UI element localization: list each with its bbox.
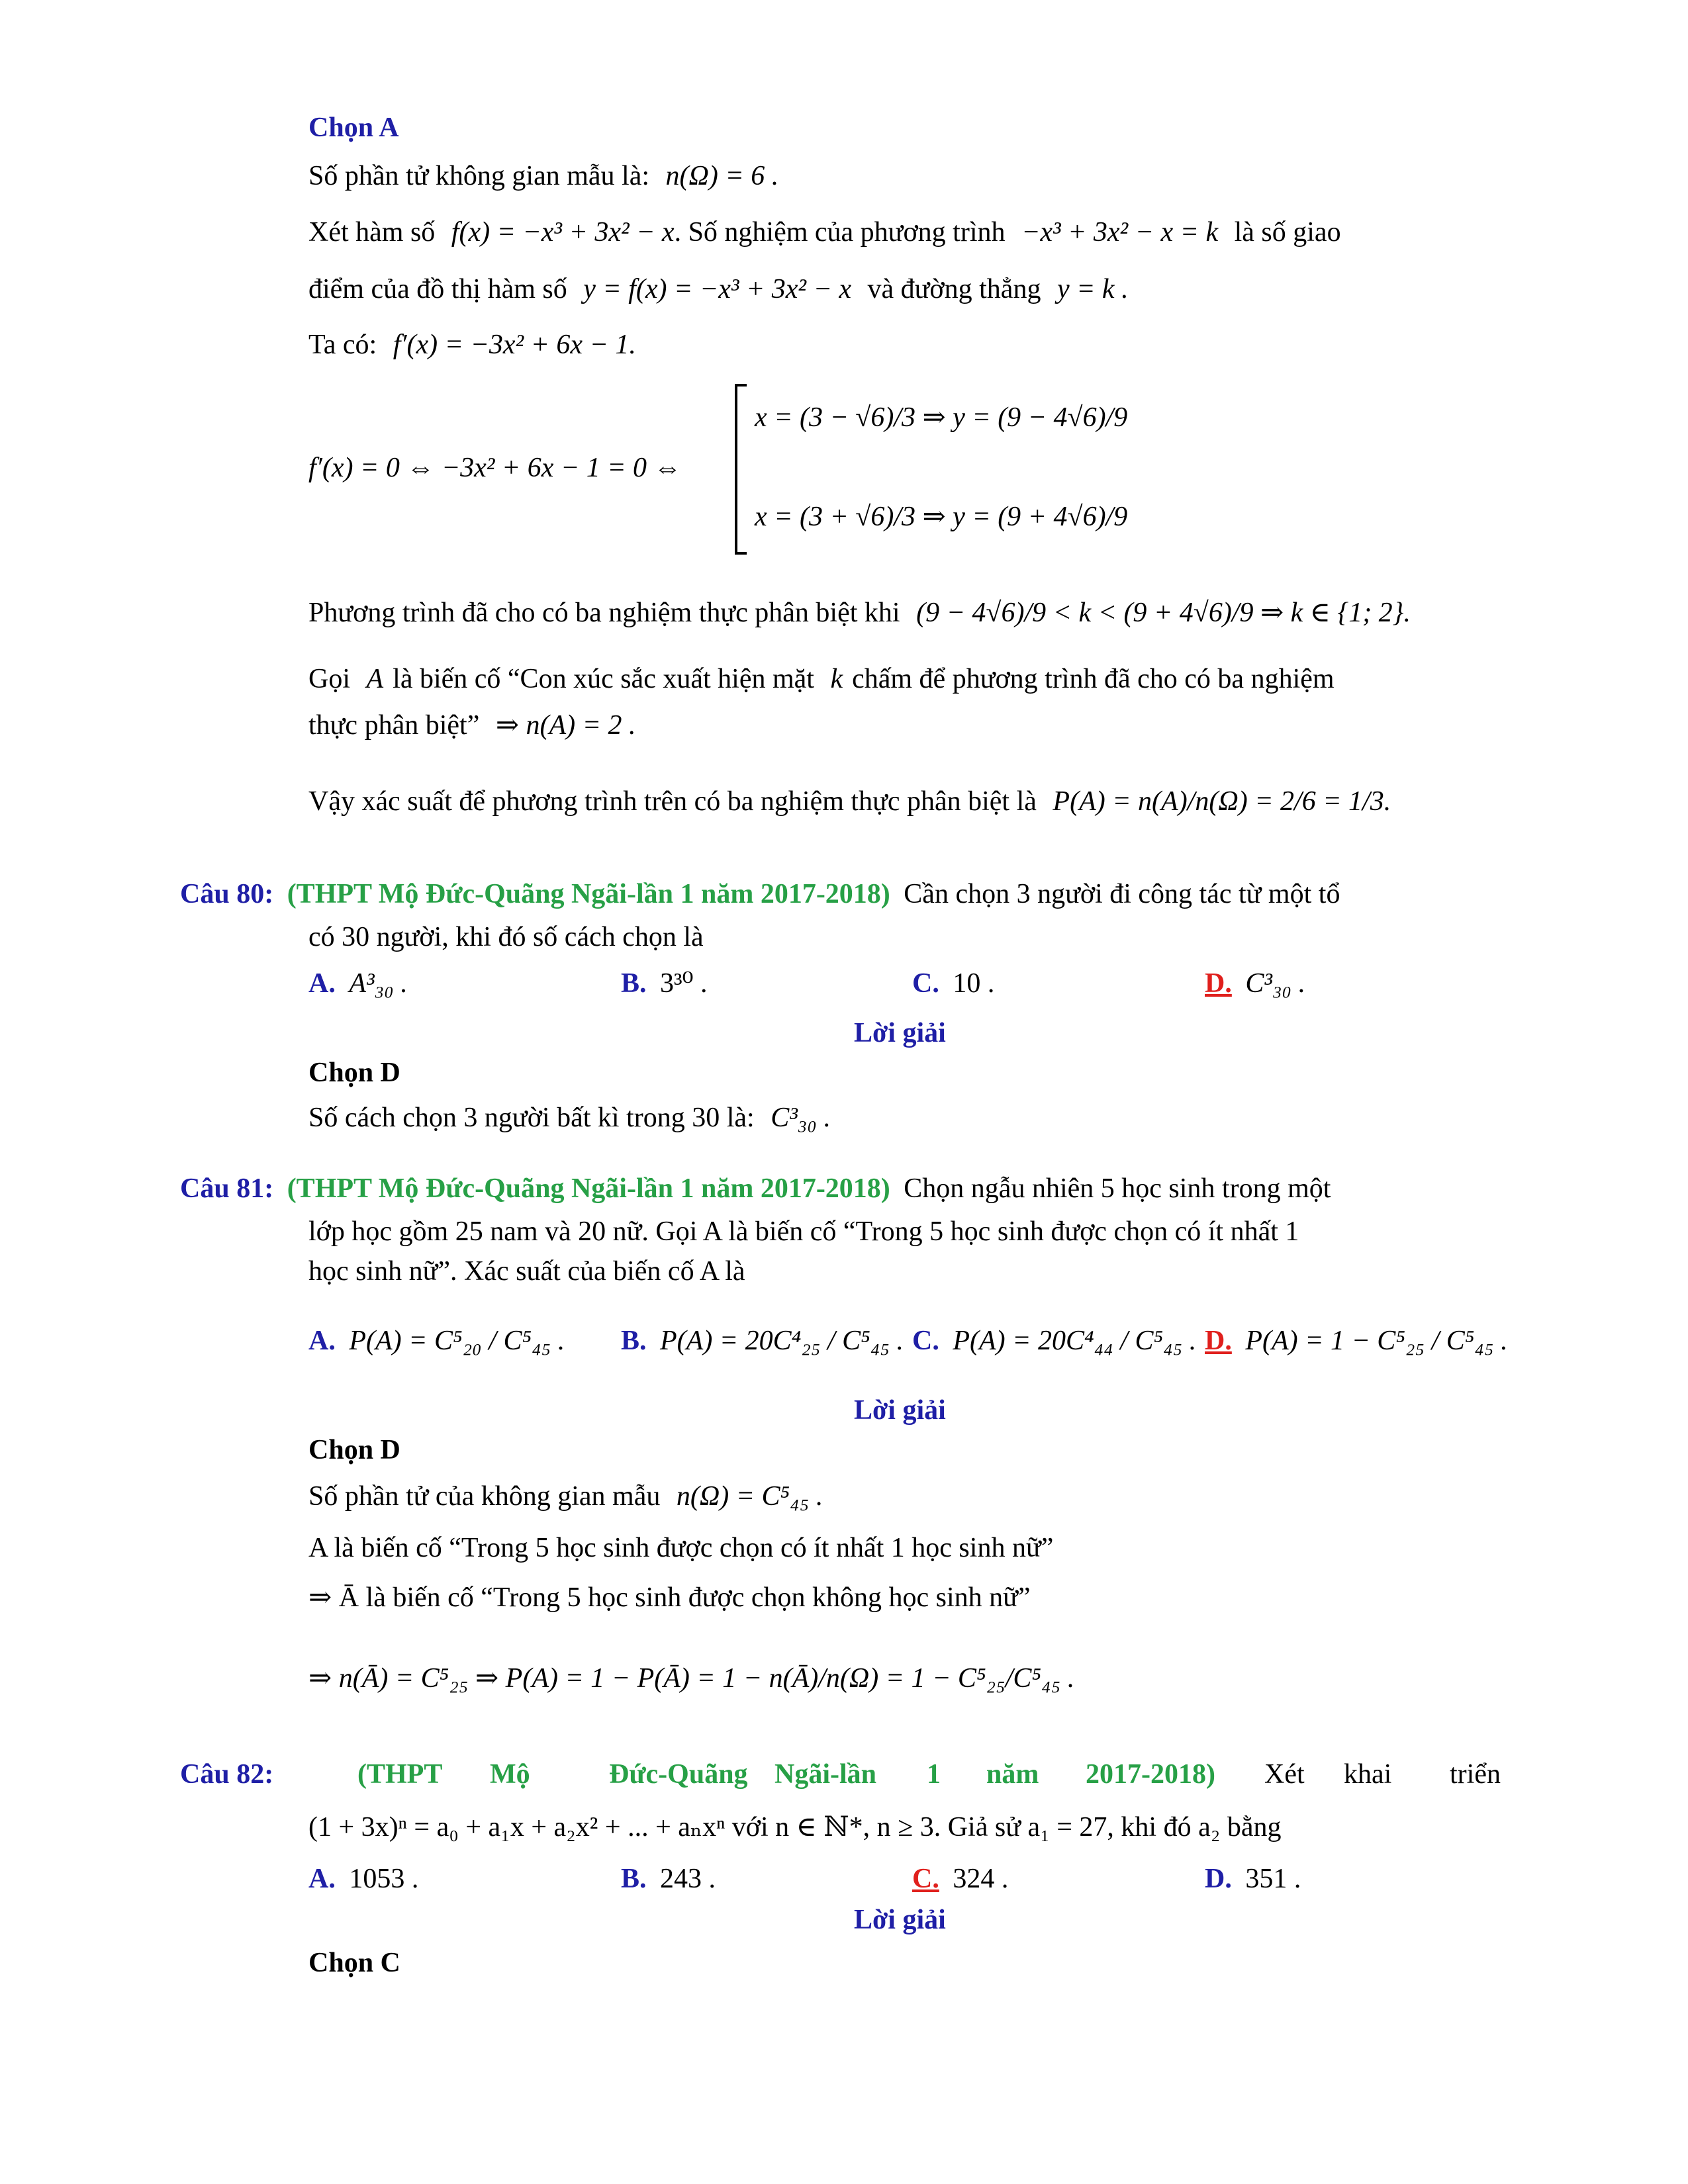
question-80-option-b[interactable] <box>621 970 707 997</box>
event-count-math: ⇒ n(A) = 2 . <box>495 710 636 741</box>
option-value: 1053 . <box>349 1864 419 1894</box>
question-80-option-a[interactable] <box>308 970 408 997</box>
function-line <box>308 218 1341 246</box>
question-82-text-word: khai <box>1344 1759 1392 1790</box>
event-count-text: thực phân biệt” <box>308 710 480 741</box>
question-80-label: Câu 80: <box>180 879 274 909</box>
question-82-text-2: (1 + 3x)ⁿ = a₀ + a₁x + a₂x² + ... + aₙxⁿ với n ∈ ℕ*, n ≥ 3. Giả sử a₁ = 27, khi đó a₂ bằng <box>308 1812 1282 1843</box>
probability-line <box>308 788 1391 815</box>
option-value: A³₃₀ . <box>349 968 408 999</box>
option-value: 3³⁰ . <box>660 968 708 999</box>
question-80-solution-line <box>308 1104 831 1132</box>
function-text-c: là số giao <box>1234 217 1341 248</box>
question-81-option-d[interactable] <box>1205 1327 1508 1355</box>
question-82-solution-heading: Lời giải <box>854 1905 946 1935</box>
derivative-text: Ta có: <box>308 330 377 360</box>
question-81-source: (THPT Mộ Đức-Quãng Ngãi-lần 1 năm 2017-2018) <box>287 1173 890 1204</box>
option-label-correct: D. <box>1205 1326 1232 1356</box>
option-label: A. <box>308 1864 336 1894</box>
option-value: P(A) = 20C⁴₂₅ / C⁵₄₅ . <box>660 1326 904 1356</box>
question-81-solution-1 <box>308 1482 823 1510</box>
question-82-label: Câu 82: <box>180 1759 274 1790</box>
question-82-text-word: Xét <box>1264 1759 1305 1790</box>
question-81-text-1: Chọn ngẫu nhiên 5 học sinh trong một <box>904 1173 1331 1204</box>
sample-space-math: n(Ω) = 6 . <box>665 161 779 191</box>
option-label: A. <box>308 968 336 999</box>
option-label: B. <box>621 1864 647 1894</box>
function-text-a: Xét hàm số <box>308 217 436 248</box>
question-82-source-word: Mộ <box>490 1759 530 1790</box>
system-root-2: x = (3 + √6)/3 ⇒ y = (9 + 4√6)/9 <box>755 502 1128 532</box>
question-82-answer: Chọn C <box>308 1948 400 1978</box>
equation-math: −x³ + 3x² − x = k <box>1021 217 1219 248</box>
question-82-option-d[interactable] <box>1205 1865 1301 1893</box>
option-label: C. <box>912 1326 939 1356</box>
function-text-b: . Số nghiệm của phương trình <box>674 217 1006 248</box>
question-80-text-2: có 30 người, khi đó số cách chọn là <box>308 922 704 952</box>
question-82-option-a[interactable] <box>308 1865 418 1893</box>
question-82-option-c[interactable] <box>912 1865 1008 1893</box>
question-82-source-word: 2017-2018) <box>1086 1759 1215 1790</box>
derivative-math: f′(x) = −3x² + 6x − 1. <box>393 330 636 360</box>
intersection-text-b: và đường thẳng <box>867 274 1041 304</box>
solution-text: Số phần tử của không gian mẫu <box>308 1481 661 1512</box>
function-math: f(x) = −x³ + 3x² − x <box>451 217 675 248</box>
event-line: Gọi A là biến cố “Con xúc sắc xuất hiện mặt k chấm để phương trình đã cho có ba nghiệm <box>308 664 1335 694</box>
system-bracket <box>735 384 747 555</box>
question-80-option-d[interactable] <box>1205 970 1305 997</box>
option-label: B. <box>621 968 647 999</box>
question-82-source-word: 1 <box>927 1759 941 1790</box>
question-80-line-1 <box>180 880 1340 908</box>
question-82-source-word: (THPT <box>357 1759 443 1790</box>
intersection-line <box>308 275 1129 303</box>
question-81-solution-3: ⇒ Ā là biến cố “Trong 5 học sinh được chọn không học sinh nữ” <box>308 1582 1031 1613</box>
probability-math: P(A) = n(A)/n(Ω) = 2/6 = 1/3. <box>1053 786 1391 817</box>
probability-text: Vậy xác suất để phương trình trên có ba nghiệm thực phân biệt là <box>308 786 1037 817</box>
solution-math: n(Ω) = C⁵₄₅ . <box>676 1481 823 1512</box>
question-81-solution-2: A là biến cố “Trong 5 học sinh được chọn có ít nhất 1 học sinh nữ” <box>308 1533 1054 1563</box>
event-count-line <box>308 711 636 739</box>
question-80-answer: Chọn D <box>308 1058 400 1088</box>
question-80-source: (THPT Mộ Đức-Quãng Ngãi-lần 1 năm 2017-2018) <box>287 879 890 909</box>
option-value: P(A) = 20C⁴₄₄ / C⁵₄₅ . <box>953 1326 1197 1356</box>
option-label-correct: C. <box>912 1864 939 1894</box>
option-value: P(A) = 1 − C⁵₂₅ / C⁵₄₅ . <box>1245 1326 1508 1356</box>
answer-choice-heading: Chọn A <box>308 113 399 143</box>
option-value: 351 . <box>1245 1864 1301 1894</box>
event-text-a: Gọi <box>308 664 350 694</box>
derivative-line <box>308 331 636 359</box>
question-81-text-2: lớp học gồm 25 nam và 20 nữ. Gọi A là biến cố “Trong 5 học sinh được chọn có ít nhất 1 <box>308 1216 1299 1247</box>
question-82-source-word: Ngãi-lần <box>774 1759 877 1790</box>
system-root-1: x = (3 − √6)/3 ⇒ y = (9 − 4√6)/9 <box>755 402 1128 433</box>
sample-space-text: Số phần tử không gian mẫu là: <box>308 161 650 191</box>
question-82-text-word: triển <box>1450 1759 1501 1790</box>
question-82-source-word: năm <box>986 1759 1039 1790</box>
option-label: C. <box>912 968 939 999</box>
question-80-text-1: Cần chọn 3 người đi công tác từ một tổ <box>904 879 1340 909</box>
solution-math: C³₃₀ . <box>771 1103 831 1133</box>
question-81-solution-heading: Lời giải <box>854 1395 946 1426</box>
sample-space-line <box>308 162 778 190</box>
question-81-option-a[interactable] <box>308 1327 565 1355</box>
question-81-option-b[interactable] <box>621 1327 904 1355</box>
question-80-option-c[interactable] <box>912 970 994 997</box>
question-81-line-1 <box>180 1175 1331 1203</box>
option-value: 243 . <box>660 1864 716 1894</box>
option-label-correct: D. <box>1205 968 1232 999</box>
question-81-answer: Chọn D <box>308 1435 400 1465</box>
question-81-text-3: học sinh nữ”. Xác suất của biến cố A là <box>308 1256 745 1287</box>
option-label: D. <box>1205 1864 1232 1894</box>
condition-line <box>308 599 1411 627</box>
option-value: P(A) = C⁵₂₀ / C⁵₄₅ . <box>349 1326 565 1356</box>
question-81-label: Câu 81: <box>180 1173 274 1204</box>
line-math: y = k . <box>1056 274 1129 304</box>
question-81-option-c[interactable] <box>912 1327 1196 1355</box>
event-text-c: chấm để phương trình đã cho có ba nghiệm <box>852 664 1335 694</box>
condition-math: (9 − 4√6)/9 < k < (9 + 4√6)/9 ⇒ k ∈ {1; 2}. <box>916 598 1411 628</box>
option-label: A. <box>308 1326 336 1356</box>
option-value: C³₃₀ . <box>1245 968 1306 999</box>
question-82-source-word: Đức-Quãng <box>609 1759 748 1790</box>
option-label: B. <box>621 1326 647 1356</box>
intersection-text-a: điểm của đồ thị hàm số <box>308 274 567 304</box>
question-80-solution-heading: Lời giải <box>854 1018 946 1048</box>
derivative-equation: f′(x) = 0 ⇔ −3x² + 6x − 1 = 0 ⇔ <box>308 453 682 483</box>
option-value: 324 . <box>953 1864 1009 1894</box>
solution-text: Số cách chọn 3 người bất kì trong 30 là: <box>308 1103 755 1133</box>
option-value: 10 . <box>953 968 995 999</box>
event-text-b: là biến cố “Con xúc sắc xuất hiện mặt <box>393 664 814 694</box>
intersection-math: y = f(x) = −x³ + 3x² − x <box>583 274 852 304</box>
question-82-option-b[interactable] <box>621 1865 716 1893</box>
question-81-solution-4: ⇒ n(Ā) = C⁵₂₅ ⇒ P(A) = 1 − P(Ā) = 1 − n(Ā)/n(Ω) = 1 − C⁵₂₅/C⁵₄₅ . <box>308 1663 1075 1694</box>
condition-text: Phương trình đã cho có ba nghiệm thực phân biệt khi <box>308 598 900 628</box>
